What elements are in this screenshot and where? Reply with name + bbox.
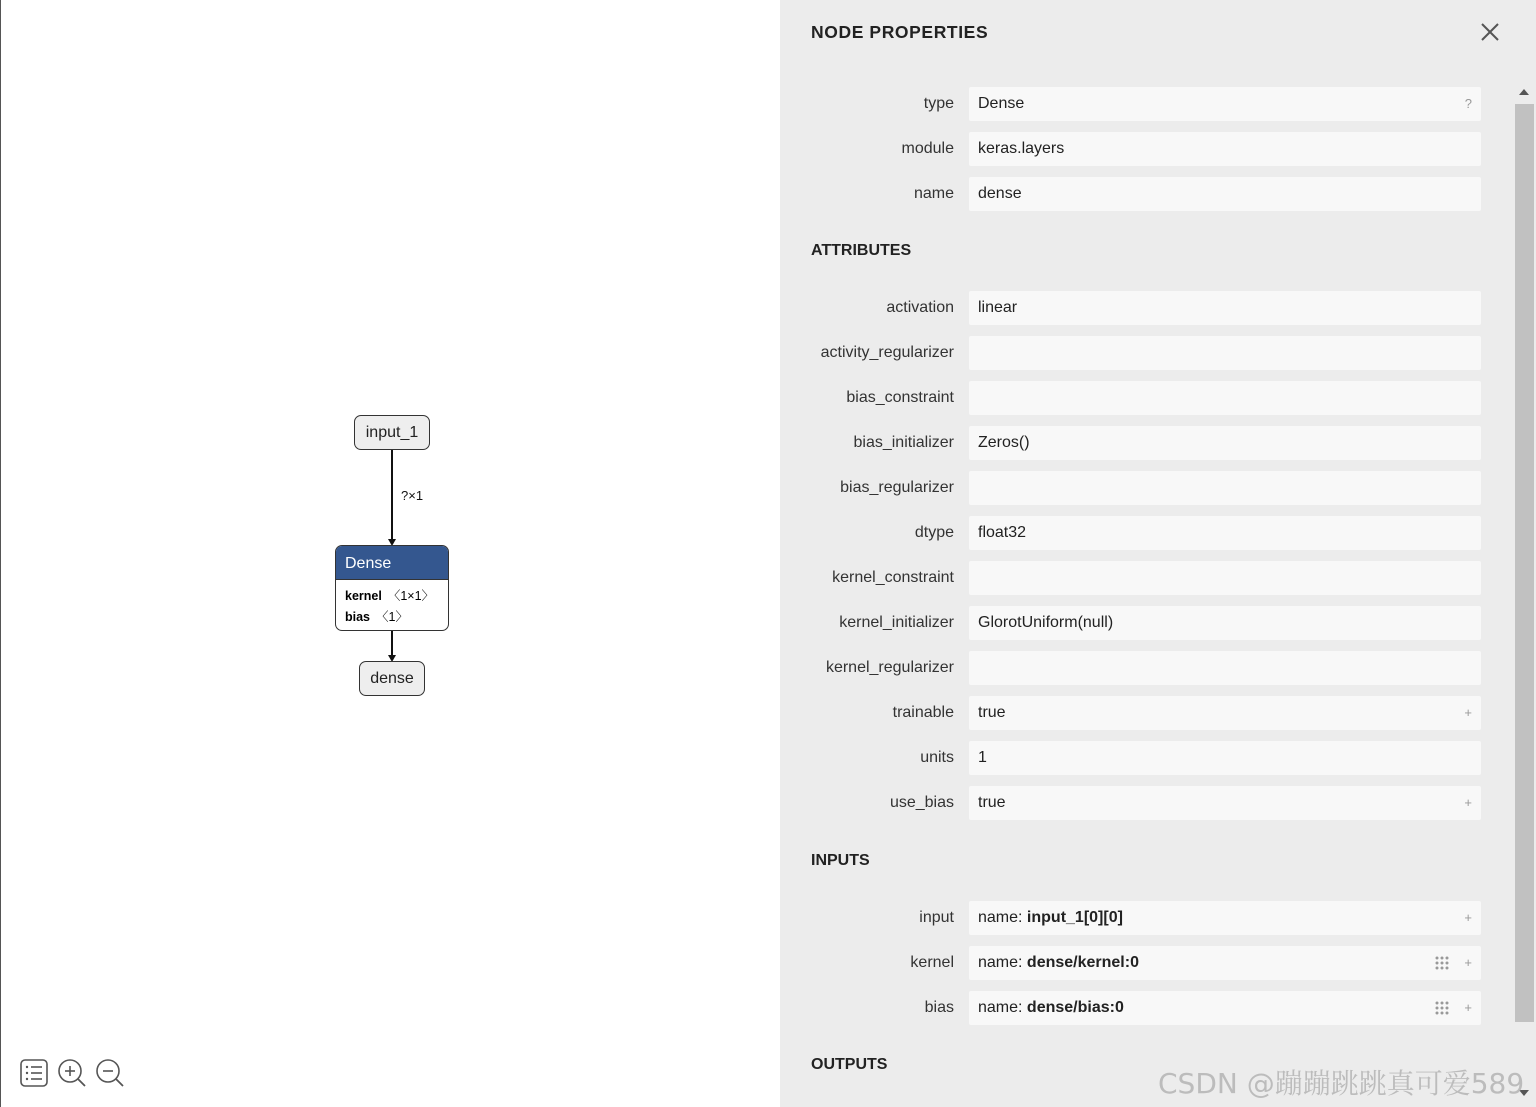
prop-label-type: type bbox=[923, 95, 954, 112]
attr-label-activation: activation bbox=[886, 299, 954, 316]
input-value-input[interactable]: name: input_1[0][0] + bbox=[969, 901, 1481, 935]
expand-icon[interactable]: + bbox=[1464, 795, 1472, 810]
grid-icon[interactable] bbox=[1435, 1001, 1449, 1015]
graph-node-input-label: input_1 bbox=[365, 423, 419, 441]
prop-value-name[interactable]: dense bbox=[969, 177, 1481, 211]
dense-node-row-bias: bias 〈1〉 bbox=[345, 610, 408, 624]
section-title-attributes: ATTRIBUTES bbox=[811, 242, 912, 259]
graph-edge-dense-output bbox=[391, 631, 393, 656]
prop-label-name: name bbox=[913, 185, 954, 202]
attr-value-use-bias[interactable]: true + bbox=[969, 786, 1481, 820]
list-icon[interactable] bbox=[19, 1058, 49, 1088]
attr-label-kernel-initializer: kernel_initializer bbox=[839, 614, 954, 631]
attr-label-units: units bbox=[920, 749, 954, 766]
zoom-in-icon[interactable] bbox=[57, 1058, 87, 1088]
expand-icon[interactable]: + bbox=[1464, 705, 1472, 720]
section-title-inputs: INPUTS bbox=[811, 852, 870, 869]
graph-node-dense[interactable] bbox=[335, 545, 449, 631]
dense-node-title: Dense bbox=[336, 546, 448, 580]
help-icon[interactable]: ? bbox=[1464, 96, 1472, 111]
attr-label-kernel-constraint: kernel_constraint bbox=[832, 569, 954, 586]
attr-label-trainable: trainable bbox=[892, 704, 954, 721]
attr-value-activity-regularizer[interactable] bbox=[969, 336, 1481, 370]
graph-edge-input-dense bbox=[391, 450, 393, 540]
attr-label-kernel-regularizer: kernel_regularizer bbox=[825, 659, 954, 676]
close-icon[interactable] bbox=[1478, 20, 1502, 44]
prop-label-module: module bbox=[901, 140, 954, 157]
attr-value-kernel-initializer[interactable]: GlorotUniform(null) bbox=[969, 606, 1481, 640]
graph-node-output[interactable] bbox=[359, 661, 425, 696]
grid-icon[interactable] bbox=[1435, 956, 1449, 970]
graph-node-output-label: dense bbox=[370, 669, 414, 687]
attr-value-bias-initializer[interactable]: Zeros() bbox=[969, 426, 1481, 460]
zoom-out-icon[interactable] bbox=[95, 1058, 125, 1088]
attr-label-dtype: dtype bbox=[914, 524, 954, 541]
section-title-outputs: OUTPUTS bbox=[811, 1056, 888, 1073]
sidebar-scrollbar[interactable] bbox=[1513, 84, 1536, 1107]
input-value-kernel[interactable]: name: dense/kernel:0 + bbox=[969, 946, 1481, 980]
graph-toolbar bbox=[19, 1058, 125, 1088]
input-value-bias[interactable]: name: dense/bias:0 + bbox=[969, 991, 1481, 1025]
attr-label-activity-regularizer: activity_regularizer bbox=[820, 344, 954, 361]
graph-canvas[interactable] bbox=[1, 0, 780, 1107]
dense-node-row-kernel: kernel 〈1×1〉 bbox=[345, 589, 435, 603]
attr-value-trainable[interactable]: true + bbox=[969, 696, 1481, 730]
attr-value-bias-regularizer[interactable] bbox=[969, 471, 1481, 505]
attr-label-bias-initializer: bias_initializer bbox=[853, 434, 954, 451]
scrollbar-thumb[interactable] bbox=[1515, 104, 1534, 1022]
input-label-kernel: kernel bbox=[910, 954, 954, 971]
sidebar-title: NODE PROPERTIES bbox=[811, 22, 989, 42]
attr-label-bias-regularizer: bias_regularizer bbox=[840, 479, 954, 496]
attr-label-use-bias: use_bias bbox=[889, 794, 954, 811]
input-label-input: input bbox=[919, 909, 954, 926]
graph-node-input[interactable] bbox=[354, 415, 430, 450]
attr-value-activation[interactable]: linear bbox=[969, 291, 1481, 325]
attr-label-bias-constraint: bias_constraint bbox=[846, 389, 954, 406]
input-label-bias: bias bbox=[924, 999, 954, 1016]
expand-icon[interactable]: + bbox=[1464, 910, 1472, 925]
watermark: CSDN @蹦蹦跳跳真可爱589 bbox=[1158, 1067, 1525, 1100]
scroll-up-arrow-icon[interactable] bbox=[1519, 89, 1529, 95]
prop-value-module[interactable]: keras.layers bbox=[969, 132, 1481, 166]
attr-value-kernel-constraint[interactable] bbox=[969, 561, 1481, 595]
attr-value-bias-constraint[interactable] bbox=[969, 381, 1481, 415]
node-properties-sidebar bbox=[780, 0, 1536, 1107]
graph-edge-label: ?×1 bbox=[401, 488, 424, 503]
prop-value-type[interactable]: Dense ? bbox=[969, 87, 1481, 121]
attr-value-dtype[interactable]: float32 bbox=[969, 516, 1481, 550]
attr-value-kernel-regularizer[interactable] bbox=[969, 651, 1481, 685]
expand-icon[interactable]: + bbox=[1464, 955, 1472, 970]
expand-icon[interactable]: + bbox=[1464, 1000, 1472, 1015]
attr-value-units[interactable]: 1 bbox=[969, 741, 1481, 775]
